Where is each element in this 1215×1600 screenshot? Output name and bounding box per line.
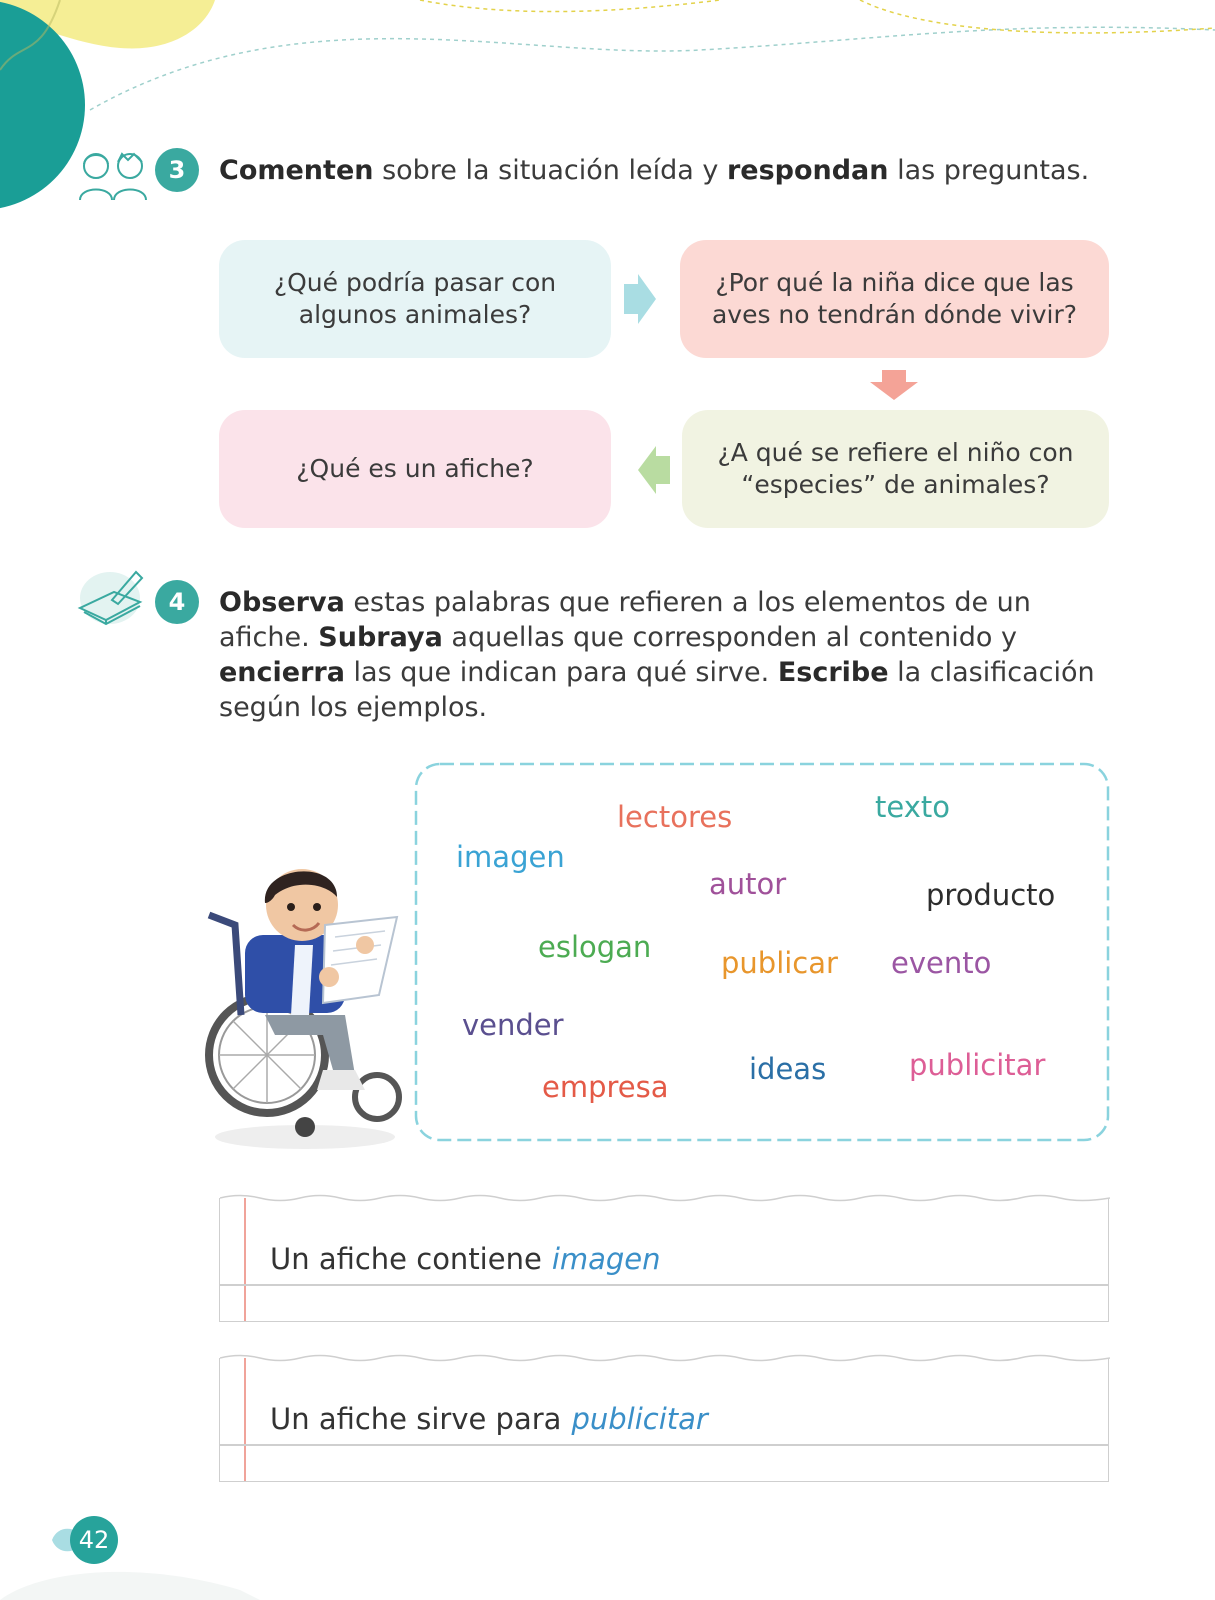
word-ideas[interactable]: ideas	[749, 1052, 827, 1086]
activity-3-instruction: Comenten sobre la situación leída y respondan las preguntas.	[219, 155, 1090, 186]
word-empresa[interactable]: empresa	[542, 1070, 669, 1104]
red-margin-line	[244, 1198, 246, 1321]
ruled-line	[220, 1444, 1108, 1446]
question-box-4	[219, 410, 611, 528]
line-2-answer[interactable]: publicitar	[571, 1402, 708, 1436]
page-number: 42	[70, 1516, 118, 1564]
word-vender[interactable]: vender	[462, 1008, 564, 1042]
question-3-text: ¿A qué se refiere el niño con “especies” de animales?	[717, 438, 1074, 499]
activity-number-4: 4	[155, 580, 199, 624]
word-texto[interactable]: texto	[875, 790, 950, 824]
word-producto[interactable]: producto	[926, 878, 1056, 912]
activity-number-3: 3	[155, 148, 199, 192]
word-eslogan[interactable]: eslogan	[538, 930, 652, 964]
question-1-text: ¿Qué podría pasar con algunos animales?	[273, 268, 557, 329]
word-autor[interactable]: autor	[709, 867, 787, 901]
word-publicar[interactable]: publicar	[721, 946, 838, 980]
bottom-decoration	[0, 1560, 260, 1600]
ruled-line	[220, 1284, 1108, 1286]
line-1-answer[interactable]: imagen	[551, 1242, 661, 1276]
arrow-down-icon	[868, 368, 920, 402]
writing-line-1[interactable]	[219, 1198, 1109, 1322]
question-4-text: ¿Qué es un afiche?	[296, 454, 534, 483]
line-1-text: Un afiche contiene imagen	[270, 1242, 661, 1276]
question-2-text: ¿Por qué la niña dice que las aves no tendrán dónde vivir?	[711, 268, 1078, 329]
torn-edge	[220, 1352, 1110, 1364]
question-box-3	[682, 410, 1109, 528]
arrow-right-icon	[622, 272, 658, 326]
boy-wheelchair-illustration	[205, 865, 415, 1155]
word-publicitar[interactable]: publicitar	[909, 1048, 1046, 1082]
writing-line-2[interactable]	[219, 1358, 1109, 1482]
word-lectores[interactable]: lectores	[617, 800, 733, 834]
book-pencil-icon	[76, 566, 144, 626]
two-kids-icon	[76, 146, 152, 202]
torn-edge	[220, 1192, 1110, 1204]
red-margin-line	[244, 1358, 246, 1481]
line-2-text: Un afiche sirve para publicitar	[270, 1402, 708, 1436]
activity-4-instruction: Observa estas palabras que refieren a los elementos de un afiche. Subraya aquellas que corresponden al contenido y encierra las que indican para qué sirve. Escribe la clasificación según los ejemplos.	[219, 587, 1095, 723]
question-box-1	[219, 240, 611, 358]
arrow-left-icon	[636, 444, 672, 496]
word-evento[interactable]: evento	[891, 946, 992, 980]
question-box-2	[680, 240, 1109, 358]
corner-decoration	[0, 0, 1215, 240]
word-cloud	[410, 758, 1114, 1146]
word-imagen[interactable]: imagen	[456, 840, 565, 874]
